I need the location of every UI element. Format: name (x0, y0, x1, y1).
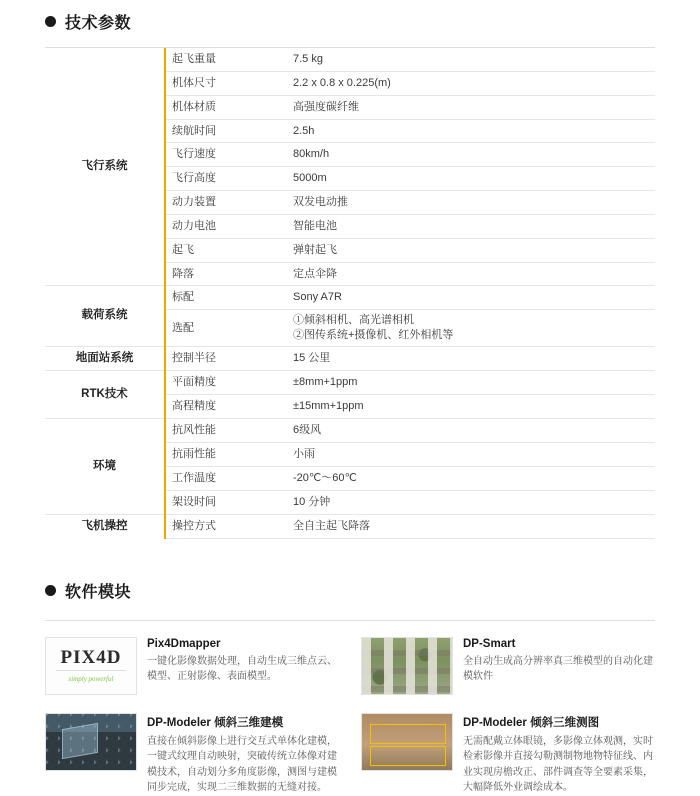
3d-mesh-model-icon (45, 713, 137, 771)
spec-table-wrapper (45, 47, 655, 539)
spec-group-label: 飞机操控 (45, 514, 165, 538)
spec-group-label: 地面站系统 (45, 346, 165, 371)
spec-key: 抗雨性能 (165, 443, 287, 467)
spec-value-line-2: ②图传系统+摄像机、红外相机等 (293, 329, 454, 342)
table-row (45, 371, 655, 395)
spec-value: 弹射起飞 (287, 238, 655, 262)
spec-key: 续航时间 (165, 119, 287, 143)
spec-key: 抗风性能 (165, 419, 287, 443)
section-spacer (0, 539, 700, 579)
spec-value: 智能电池 (287, 214, 655, 238)
spec-key: 动力装置 (165, 191, 287, 215)
spec-key: 操控方式 (165, 514, 287, 538)
spec-key: 起飞重量 (165, 48, 287, 71)
pix4d-tagline: simply powerful (68, 675, 114, 684)
spec-key: 机体材质 (165, 95, 287, 119)
module-item (45, 713, 339, 796)
spec-group-label: 环境 (45, 419, 165, 514)
module-text (147, 637, 339, 695)
spec-value: 2.5h (287, 119, 655, 143)
spec-key: 飞行高度 (165, 167, 287, 191)
spec-value (287, 310, 655, 347)
module-description: 全自动生成高分辨率真三维模型的自动化建模软件 (463, 655, 653, 683)
table-row (45, 286, 655, 310)
module-text (463, 637, 655, 695)
pix4d-wordmark: PIX4D (60, 647, 122, 669)
module-text (463, 713, 655, 796)
module-row (45, 713, 655, 796)
spec-key: 标配 (165, 286, 287, 310)
bullet-icon (45, 16, 56, 27)
spec-value: 2.2 x 0.8 x 0.225(m) (287, 71, 655, 95)
spec-key: 高程精度 (165, 395, 287, 419)
spec-value: -20℃～60℃ (287, 466, 655, 490)
spec-value: 小雨 (287, 443, 655, 467)
software-section-title: 软件模块 (65, 583, 132, 601)
spec-key: 选配 (165, 310, 287, 347)
pix4d-logo-icon (45, 637, 137, 695)
spec-group-label: 飞行系统 (45, 48, 165, 286)
spec-key: 控制半径 (165, 346, 287, 371)
module-title: Pix4Dmapper (147, 637, 221, 650)
spec-key: 架设时间 (165, 490, 287, 514)
spec-key: 飞行速度 (165, 143, 287, 167)
spec-value: 定点伞降 (287, 262, 655, 286)
module-item (361, 637, 655, 695)
spec-group-label: RTK技术 (45, 371, 165, 419)
spec-key: 起飞 (165, 238, 287, 262)
spec-group-label: 载荷系统 (45, 286, 165, 347)
module-description: 直接在倾斜影像上进行交互式单体化建模，一键式纹理自动映射，突破传统立体像对建模技术，自动划分多角度影像，测图与建模同步完成，实现二三维数据的无缝对接。 (147, 735, 337, 794)
spec-key: 工作温度 (165, 466, 287, 490)
software-section-heading (0, 579, 700, 602)
module-description: 无需配戴立体眼镜，多影像立体观测，实时检索影像并直接勾勒测制物地物特征线、内业实现房檐改正、部件调查等全要素采集，大幅降低外业调绘成本。 (463, 735, 653, 794)
spec-value: 7.5 kg (287, 48, 655, 71)
module-title: DP-Modeler 倾斜三维建模 (147, 716, 284, 729)
module-row (45, 637, 655, 695)
spec-key: 降落 (165, 262, 287, 286)
table-row (45, 48, 655, 71)
bullet-icon (45, 585, 56, 596)
spec-value: ±8mm+1ppm (287, 371, 655, 395)
module-description: 一键化影像数据处理，自动生成三维点云、模型、正射影像、表面模型。 (147, 655, 337, 683)
spec-key: 平面精度 (165, 371, 287, 395)
spec-value: ±15mm+1ppm (287, 395, 655, 419)
spec-value-line-1: ①倾斜相机、高光谱相机 (293, 314, 414, 327)
spec-value: Sony A7R (287, 286, 655, 310)
module-title: DP-Modeler 倾斜三维测图 (463, 716, 600, 729)
spec-value: 5000m (287, 167, 655, 191)
table-row (45, 346, 655, 371)
spec-key: 动力电池 (165, 214, 287, 238)
spec-section-heading (0, 0, 700, 33)
table-row (45, 419, 655, 443)
spec-value: 10 分钟 (287, 490, 655, 514)
divider (56, 670, 126, 671)
spec-key: 机体尺寸 (165, 71, 287, 95)
court-survey-photo-icon (361, 713, 453, 771)
spec-value: 6级风 (287, 419, 655, 443)
module-item (45, 637, 339, 695)
spec-value: 双发电动推 (287, 191, 655, 215)
module-text (147, 713, 339, 796)
aerial-city-photo-icon (361, 637, 453, 695)
spec-value: 高强度碳纤维 (287, 95, 655, 119)
spec-value: 全自主起飞降落 (287, 514, 655, 538)
module-item (361, 713, 655, 796)
spec-section-title: 技术参数 (65, 15, 132, 32)
spec-value: 80km/h (287, 143, 655, 167)
table-row (45, 514, 655, 538)
software-module-list (45, 620, 655, 796)
spec-table (45, 48, 655, 539)
module-title: DP-Smart (463, 637, 516, 650)
spec-value: 15 公里 (287, 346, 655, 371)
